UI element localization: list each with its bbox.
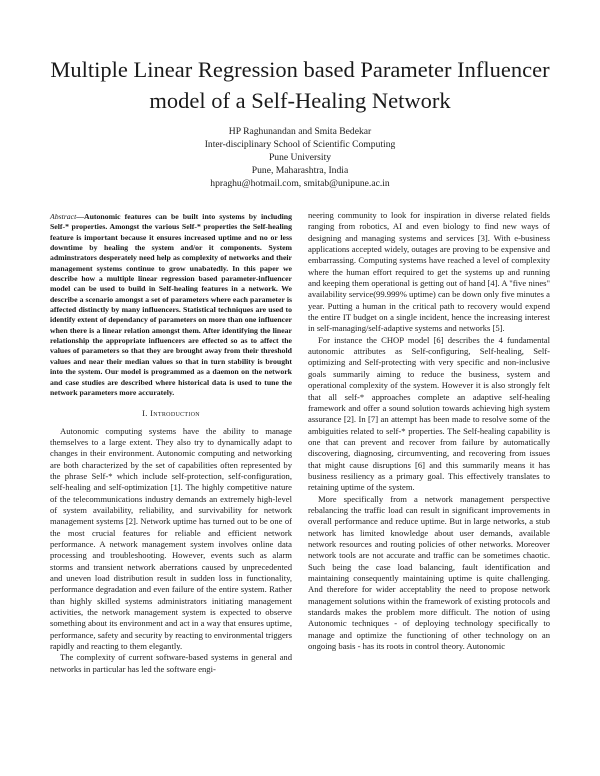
intro-paragraph-4: More specifically from a network management perspective rebalancing the traffic load can result in significant improvements in overall performance and reduce uptime. But in large networks, a stub network has limited knowledge about user demands, available network resources and routing policies of other networks. Moreover network tools are not accurate and traffic can be sometimes chaotic. Such being the case load balancing, fault identification and maintaining consequently maintaining uptime is quite challenging. And therefore for wider acceptablity the need to propose network management solutions within the framework of existing protocols and standards makes the problem more difficult. The notion of using Autonomic techniques - of deploying technology specifically to manage and optimize the functioning of other technology on an ongoing basis - has its roots in control theory. Autonomic	[308, 493, 550, 652]
intro-paragraph-1: Autonomic computing systems have the ability to manage themselves to a large extent. They also try to dynamically adapt to changes in their environment. Autonomic computing and networking are both characterized by the set of capabilities often represented by the phrase Self-* which include self-protection, self-configuration, self-healing and self-optimization [1]. The highly competitive nature of the telecommunications industry demands an extremely high-level of system availability, reliability, and survivability for network management systems [2]. Network uptime has turned out to be one of the most crucial features for reliable and efficient network performance. A network management system involves online data processing and troubleshooting. However, events such as alarm storms and transient network aberrations caused by unprecedented and uneven load distribution result in sudden loss in functionality, performance degradation and even failure of the entire system. Rather than highly skilled systems administrators initiating management activities, the network management system is expected to observe something about its environment and act in a way that ensures uptime, performance, safety and security by reacting to environmental triggers rapidly and reacting to them elegantly.	[50, 425, 293, 652]
author-emails: hpraghu@hotmail.com, smitab@unipune.ac.in	[210, 178, 390, 190]
left-column	[50, 212, 292, 675]
author-university: Pune University	[268, 152, 332, 164]
author-names: HP Raghunandan and Smita Bedekar	[228, 126, 372, 137]
abstract-label: Abstract	[50, 212, 77, 221]
intro-paragraph-2: The complexity of current software-based systems in general and networks in particular has led the software engi-	[50, 652, 292, 674]
author-block	[100, 125, 500, 190]
intro-paragraph-2-continued: neering community to look for inspiration in diverse related fields ranging from robotics, AI and even biology to find new ways of designing and managing systems and services [3]. With e-business applications accepted widely, outages are proving to be expensive and embarrassing. Computing systems have reached a level of complexity where the human effort required to get the systems up and running and keeping them operational is getting out of hand [4]. A "five nines" availability service(99.999% uptime) can be down only five minutes a year. Putting a human in the critical path to recovery would expend the entire IT budget on a single incident, hence the increasing interest in self-managing/self-adaptive systems and networks [5].	[308, 210, 550, 334]
right-column	[308, 210, 550, 652]
author-location: Pune, Maharashtra, India	[251, 165, 349, 177]
abstract	[50, 212, 292, 398]
abstract-text: —Autonomic features can be built into systems by including Self-* properties. Amongst the various Self-* properties the Self-healing feature is important because it ensures increased uptime and no or less downtime by healing the system and/or it components. System adminstrators desperately need help as complexity of networks and their management systems continue to grow unabatedly. In this paper we describe how a multiple linear regression based parameter-influencer model can be used to build in Self-healing features in a network. We describe a scenario amongst a set of parameters where each parameter is affected distinctly by many influencers. Statistical techniques are used to identify extent of dependancy of parameters on more than one influencer when there is a linear relation amongst them. After identifying the linear relationship the appropriate influencers are effected so as to affect the values of parameters so that they are brought away from their threshold values and near their median values so that in turn stability is brought into the system. Our model is programmed as a daemon on the network and case studies are described where historical data is used to tune the network parameters more accurately.	[50, 212, 292, 397]
author-affiliation: Inter-disciplinary School of Scientific Computing	[204, 139, 396, 151]
section-heading: I. Introduction	[142, 408, 200, 419]
intro-paragraph-3: For instance the CHOP model [6] describes the 4 fundamental autonomic attributes as Self-configuring, Self-healing, Self-optimizing and Self-protecting with very specific and non-inclusive goals summarily aiming to reduce the business, system and operational complexity of the system. However it is also strongly felt that all self-* approaches complete an adaptive self-healing framework and offer a sound solution towards achieving high system assurance [2]. In [7] an attempt has been made to resolve some of the ambiguities related to self-* properties. The Self-healing capability is one that can prevent and recover from failure by automatically discovering, diagnosing, circumventing, and recovering from issues that might cause disruptions [6] and this summarily means it has business resiliency as a primary goal. This effectively translates to retaining uptime of the system.	[308, 334, 550, 493]
paper-title: Multiple Linear Regression based Parameter Influencer model of a Self-Healing Network	[50, 57, 550, 113]
